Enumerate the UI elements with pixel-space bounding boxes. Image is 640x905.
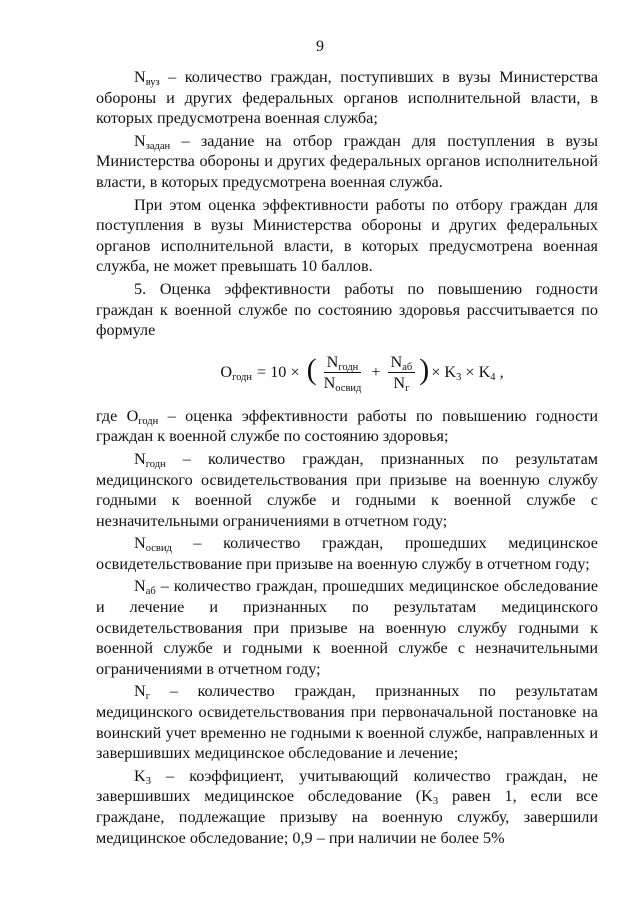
paragraph-n-zadan: [96, 131, 598, 193]
symbol-subscript: вуз: [145, 77, 160, 88]
definition-lead: где O: [96, 406, 139, 425]
formula-lhs-symbol: O: [220, 362, 233, 381]
definition-text-continued: равен 1, если все граждане, подлежащие призыву на военную службу, завершили медицинское обследование; 0,9 – при наличии не более 5%: [96, 787, 598, 847]
denominator-subscript: г: [405, 382, 410, 394]
symbol-subscript: задан: [145, 140, 171, 152]
formula-lhs-subscript: годн: [232, 371, 253, 383]
formula-plus: +: [371, 362, 381, 381]
formula-k4-subscript: 4: [490, 371, 496, 383]
formula-paren-close: ): [419, 353, 430, 387]
definition-text: – оценка эффективности работы по повышению годности граждан к военной службе по состоянию здоровья;: [96, 406, 598, 446]
formula-k3-subscript: 3: [456, 371, 462, 383]
formula-k4: × K: [461, 362, 491, 381]
definition-text: – количество граждан, прошедших медицинское обследование и лечение и признанных по результатам медицинского освидетельствования при призыве на военную службу годными к военной службе и годными к военной службе с незначительными ограничениями в отчетном году;: [96, 577, 598, 678]
definition-text: – количество граждан, признанных по результатам медицинского освидетельствования при призыве на военную службу годными к военной службе и годными к военной службе с незначительными ограничениями в отчетном году;: [96, 449, 598, 530]
formula-coefficient: = 10 ×: [257, 362, 300, 381]
denominator-symbol: N: [323, 373, 336, 392]
paragraph-text: – задание на отбор граждан для поступления в вузы Министерства обороны и других федеральных органов исполнительной власти, в которых предусмотрена военная служба.: [96, 131, 598, 191]
symbol: N: [134, 131, 146, 150]
denominator-symbol: N: [393, 373, 406, 392]
symbol-subscript: 3: [432, 796, 439, 808]
formula-fraction-2: [388, 353, 416, 392]
paragraph-text: – количество граждан, поступивших в вузы Министерства обороны и других федеральных органов исполнительной власти, в которых предусмотрена военная служба;: [96, 68, 598, 128]
numerator-subscript: годн: [338, 361, 359, 373]
symbol-subscript: 3: [145, 775, 151, 787]
symbol-subscript: годн: [138, 415, 159, 427]
symbol: N: [134, 68, 146, 86]
fraction-2-denominator: [390, 373, 412, 392]
symbol-subscript: освид: [145, 543, 172, 555]
definition-n-g: [96, 681, 598, 763]
numerator-symbol: N: [390, 352, 403, 371]
definition-n-ab: [96, 576, 598, 679]
fraction-2-numerator: [388, 353, 416, 373]
fraction-1-denominator: [321, 373, 365, 392]
formula-lhs: [220, 362, 252, 383]
formula-o-godn: [96, 353, 598, 392]
definition-text: – количество граждан, признанных по результатам медицинского освидетельствования при первоначальной постановке на воинский учет временно не годными к военной службе, направленных и завершивших медицинское обследование и лечение;: [96, 682, 598, 763]
formula-k3: × K: [431, 362, 457, 381]
symbol: N: [134, 682, 146, 701]
definition-o-godn: [96, 406, 598, 447]
symbol-subscript: годн: [145, 458, 166, 470]
formula-comma: ,: [495, 362, 504, 381]
document-body: [96, 67, 598, 848]
definition-n-osvid: [96, 533, 598, 574]
fraction-1-numerator: [324, 353, 362, 373]
symbol: K: [134, 766, 146, 785]
formula-paren-open: (: [306, 353, 317, 387]
definition-text: – количество граждан, прошедших медицинское освидетельствование при призыве на военную службу в отчетном году;: [96, 534, 598, 573]
symbol: N: [134, 449, 146, 468]
formula-tail: [431, 362, 503, 383]
symbol: N: [134, 577, 146, 596]
numerator-subscript: аб: [402, 361, 413, 373]
denominator-subscript: освид: [335, 382, 362, 394]
definition-k3: [96, 766, 598, 848]
paragraph-section-5: 5. Оценка эффективности работы по повышению годности граждан к военной службе по состоянию здоровья рассчитывается по формуле: [96, 279, 598, 340]
numerator-symbol: N: [326, 352, 339, 371]
definition-n-godn: [96, 449, 598, 531]
paragraph-n-vuz: [96, 67, 598, 129]
definition-text: – коэффициент, учитывающий количество граждан, не завершивших медицинское обследование (K: [96, 766, 598, 806]
formula-fraction-1: [321, 353, 365, 392]
page-number: 9: [316, 38, 324, 55]
paragraph-score-limit: При этом оценка эффективности работы по отбору граждан для поступления в вузы Министерства обороны и других федеральных органов исполнительной власти, в которых предусмотрена военная служба, не может превышать 10 баллов.: [96, 195, 598, 276]
symbol-subscript: г: [145, 691, 151, 703]
symbol: N: [134, 534, 146, 553]
symbol-subscript: аб: [145, 586, 156, 598]
